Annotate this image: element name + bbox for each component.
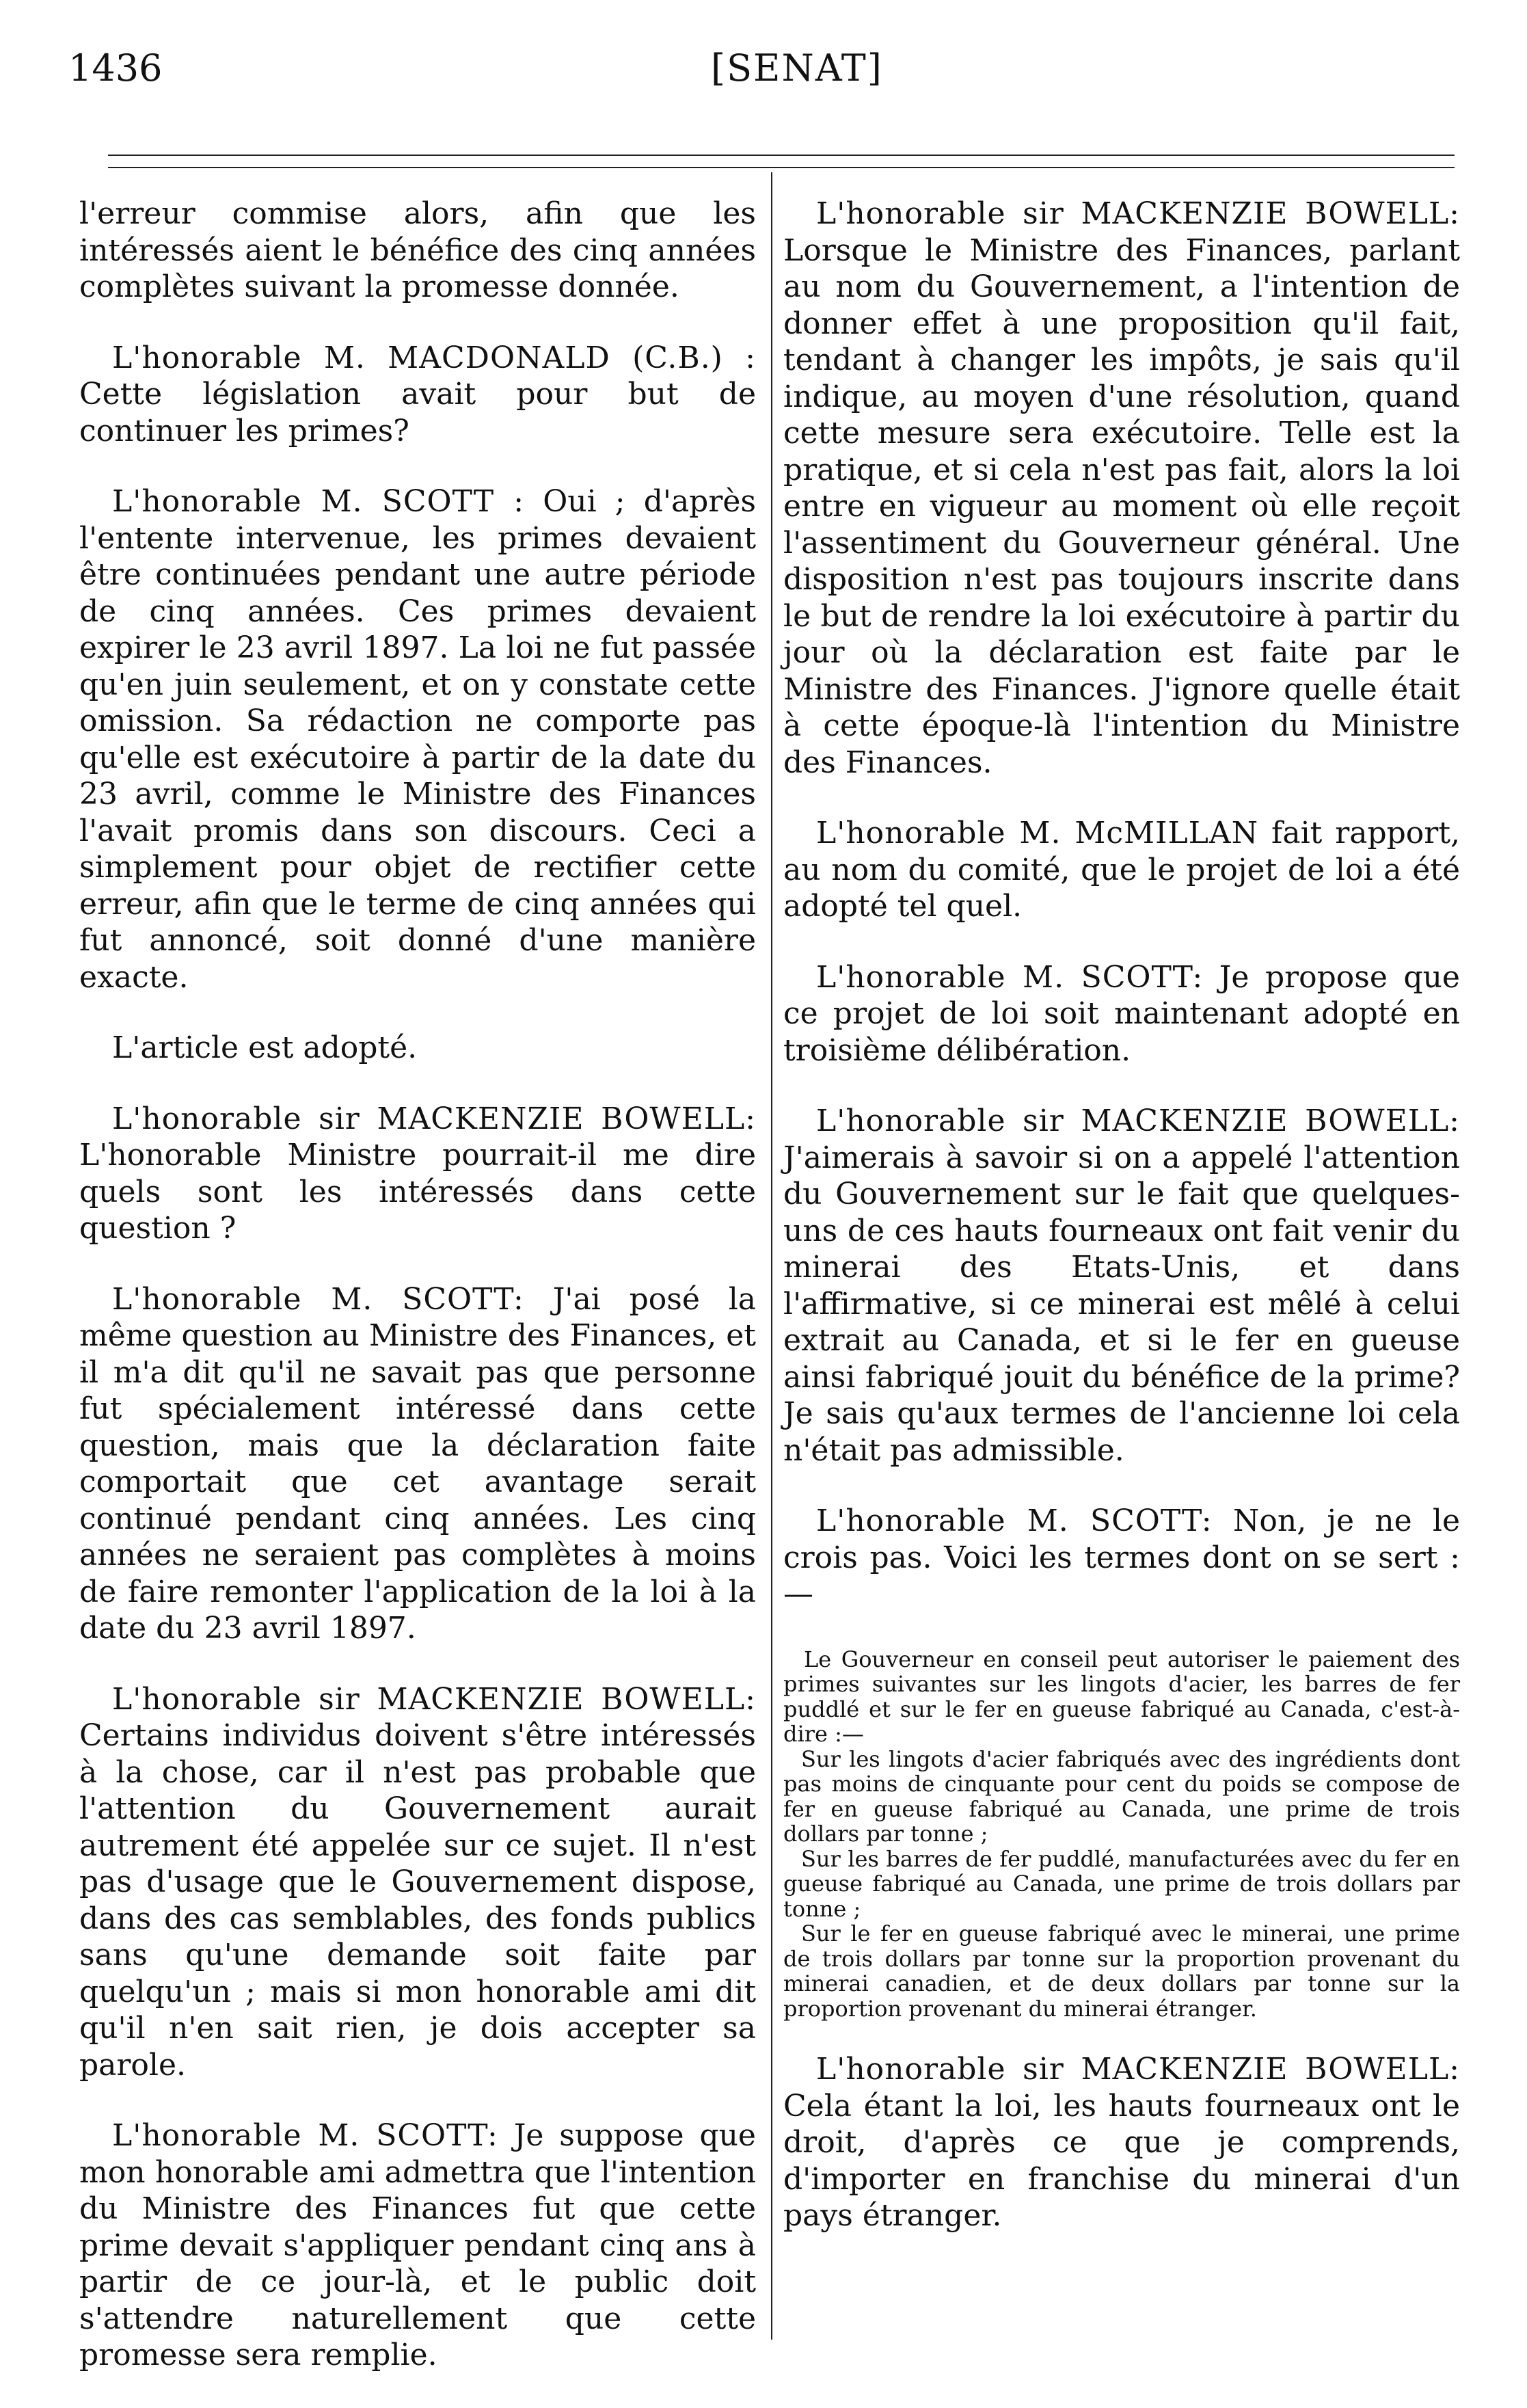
speaker-label: L'honorable M. SCOTT: xyxy=(816,1503,1213,1538)
column-divider xyxy=(771,172,772,2340)
paragraph-text: Certains individus doivent s'être intéressés à la chose, car il n'est pas probable que l'attention du Gouvernement aurait autrement été appelée sur ce sujet. Il n'est pas d'usage que le Gouvernement dispose, dans des cas semblables, des fonds publics sans qu'une demande soit faite par quelqu'un ; mais si mon honorable ami dit qu'il n'en sait rien, je dois accepter sa parole. xyxy=(79,1718,756,2083)
speaker-label: L'honorable sir MACKENZIE BOWELL: xyxy=(112,1101,756,1136)
paragraph-text: L'article est adopté. xyxy=(112,1030,418,1065)
paragraph-text: Je propose que ce projet de loi soit maintenant adopté en troisième délibération. xyxy=(783,959,1460,1068)
quote-paragraph: Sur le fer en gueuse fabriqué avec le minerai, une prime de trois dollars par tonne sur la proportion provenant du minerai canadien, et de deux dollars par tonne sur la proportion provenant du minerai étranger. xyxy=(783,1921,1460,2022)
speaker-label: L'honorable M. McMILLAN xyxy=(816,816,1259,851)
page-number: 1436 xyxy=(68,46,163,90)
speaker-label: L'honorable M. MACDONALD (C.B.) : xyxy=(112,340,756,375)
quote-paragraph: Sur les barres de fer puddlé, manufacturées avec du fer en gueuse fabriqué au Canada, une prime de trois dollars par tonne ; xyxy=(783,1845,1460,1922)
header-rule-top xyxy=(108,155,1455,156)
speaker-label: L'honorable sir MACKENZIE BOWELL: xyxy=(112,1681,756,1717)
paragraph-text: Cette législation avait pour but de continuer les primes? xyxy=(79,377,756,449)
paragraph xyxy=(79,483,756,995)
paragraph xyxy=(783,959,1460,1069)
paragraph xyxy=(79,196,756,306)
paragraph xyxy=(783,1503,1460,1613)
speaker-label: L'honorable sir MACKENZIE BOWELL: xyxy=(816,2052,1460,2087)
paragraph xyxy=(79,2117,756,2374)
speaker-label: L'honorable M. SCOTT: xyxy=(112,1281,524,1317)
speaker-label: L'honorable M. SCOTT: xyxy=(816,959,1204,995)
paragraph-text: l'erreur commise alors, afin que les intéressés aient le bénéfice des cinq années complètes suivant la promesse donnée. xyxy=(79,196,756,304)
paragraph xyxy=(79,1101,756,1247)
paragraph xyxy=(79,1681,756,2084)
paragraph xyxy=(79,1030,756,1067)
paragraph-text: Non, je ne le crois pas. Voici les termes dont on se sert :— xyxy=(783,1503,1460,1611)
paragraph xyxy=(783,1103,1460,1469)
speaker-label: L'honorable M. SCOTT: xyxy=(112,2118,498,2153)
paragraph-text: J'ai posé la même question au Ministre des Finances, et il m'a dit qu'il ne savait pas que personne fut spécialement intéressé dans cette question, mais que la déclaration faite comportait que cet avantage serait continué pendant cinq années. Les cinq années ne seraient pas complètes à moins de faire remonter l'application de la loi à la date du 23 avril 1897. xyxy=(79,1281,756,1646)
paragraph xyxy=(783,196,1460,781)
paragraph-text: Lorsque le Ministre des Finances, parlant au nom du Gouvernement, a l'intention de donner effet à une proposition qu'il fait, tendant à changer les impôts, je sais qu'il indique, au moyen d'une résolution, quand cette mesure sera exécutoire. Telle est la pratique, et si cela n'est pas fait, alors la loi entre en vigueur au moment où elle reçoit l'assentiment du Gouverneur général. Une disposition n'est pas toujours inscrite dans le but de rendre la loi exécutoire à partir du jour où la déclaration est faite par le Ministre des Finances. J'ignore quelle était à cette époque-là l'intention du Ministre des Finances. xyxy=(783,232,1460,780)
paragraph-text: Oui ; d'après l'entente intervenue, les primes devaient être continuées pendant une autre période de cinq années. Ces primes devaient expirer le 23 avril 1897. La loi ne fut passée qu'en juin seulement, et on y constate cette omission. Sa rédaction ne comporte pas qu'elle est exécutoire à partir de la date du 23 avril, comme le Ministre des Finances l'avait promis dans son discours. Ceci a simplement pour objet de rectifier cette erreur, afin que le terme de cinq années qui fut annoncé, soit donné d'une manière exacte. xyxy=(79,484,757,995)
speaker-label: L'honorable M. SCOTT : xyxy=(112,484,525,519)
paragraph-text: Cela étant la loi, les hauts fourneaux ont le droit, d'après ce que je comprends, d'importer en franchise du minerai d'un pays étranger. xyxy=(783,2088,1460,2233)
right-column xyxy=(783,196,1460,2269)
paragraph xyxy=(783,815,1460,925)
page-title: [SENAT] xyxy=(711,46,883,90)
speaker-label: L'honorable sir MACKENZIE BOWELL: xyxy=(816,1103,1460,1138)
header-rule-bottom xyxy=(108,167,1455,168)
left-column xyxy=(79,196,756,2408)
paragraph-text: fait rapport, au nom du comité, que le projet de loi a été adopté tel quel. xyxy=(783,816,1460,924)
paragraph-text: J'aimerais à savoir si on a appelé l'attention du Gouvernement sur le fait que quelques-uns de ces hauts fourneaux ont fait venir du minerai des Etats-Unis, et dans l'affirmative, si ce minerai est mêlé à celui extrait au Canada, et si le fer en gueuse ainsi fabriqué jouit du bénéfice de la prime? Je sais qu'aux termes de l'ancienne loi cela n'était pas admissible. xyxy=(783,1140,1460,1468)
paragraph-text: Je suppose que mon honorable ami admettra que l'intention du Ministre des Finances fut que cette prime devait s'appliquer pendant cinq ans à partir de ce jour-là, et le public doit s'attendre naturellement que cette promesse sera remplie. xyxy=(79,2118,756,2372)
paragraph xyxy=(79,1281,756,1647)
quote-paragraph: Sur les lingots d'acier fabriqués avec des ingrédients dont pas moins de cinquante pour cent du poids se compose de fer en gueuse fabriqué au Canada, une prime de trois dollars par tonne ; xyxy=(783,1745,1460,1847)
quote-paragraph: Le Gouverneur en conseil peut autoriser le paiement des primes suivantes sur les lingots d'acier, les barres de fer puddlé et sur le fer en gueuse fabriqué au Canada, c'est-à-dire :— xyxy=(783,1646,1460,1747)
paragraph xyxy=(79,340,756,450)
speaker-label: L'honorable sir MACKENZIE BOWELL: xyxy=(816,196,1460,231)
paragraph xyxy=(783,2051,1460,2234)
quoted-statute xyxy=(783,1647,1460,2022)
paragraph-text: L'honorable Ministre pourrait-il me dire quels sont les intéressés dans cette question ? xyxy=(79,1138,756,1246)
